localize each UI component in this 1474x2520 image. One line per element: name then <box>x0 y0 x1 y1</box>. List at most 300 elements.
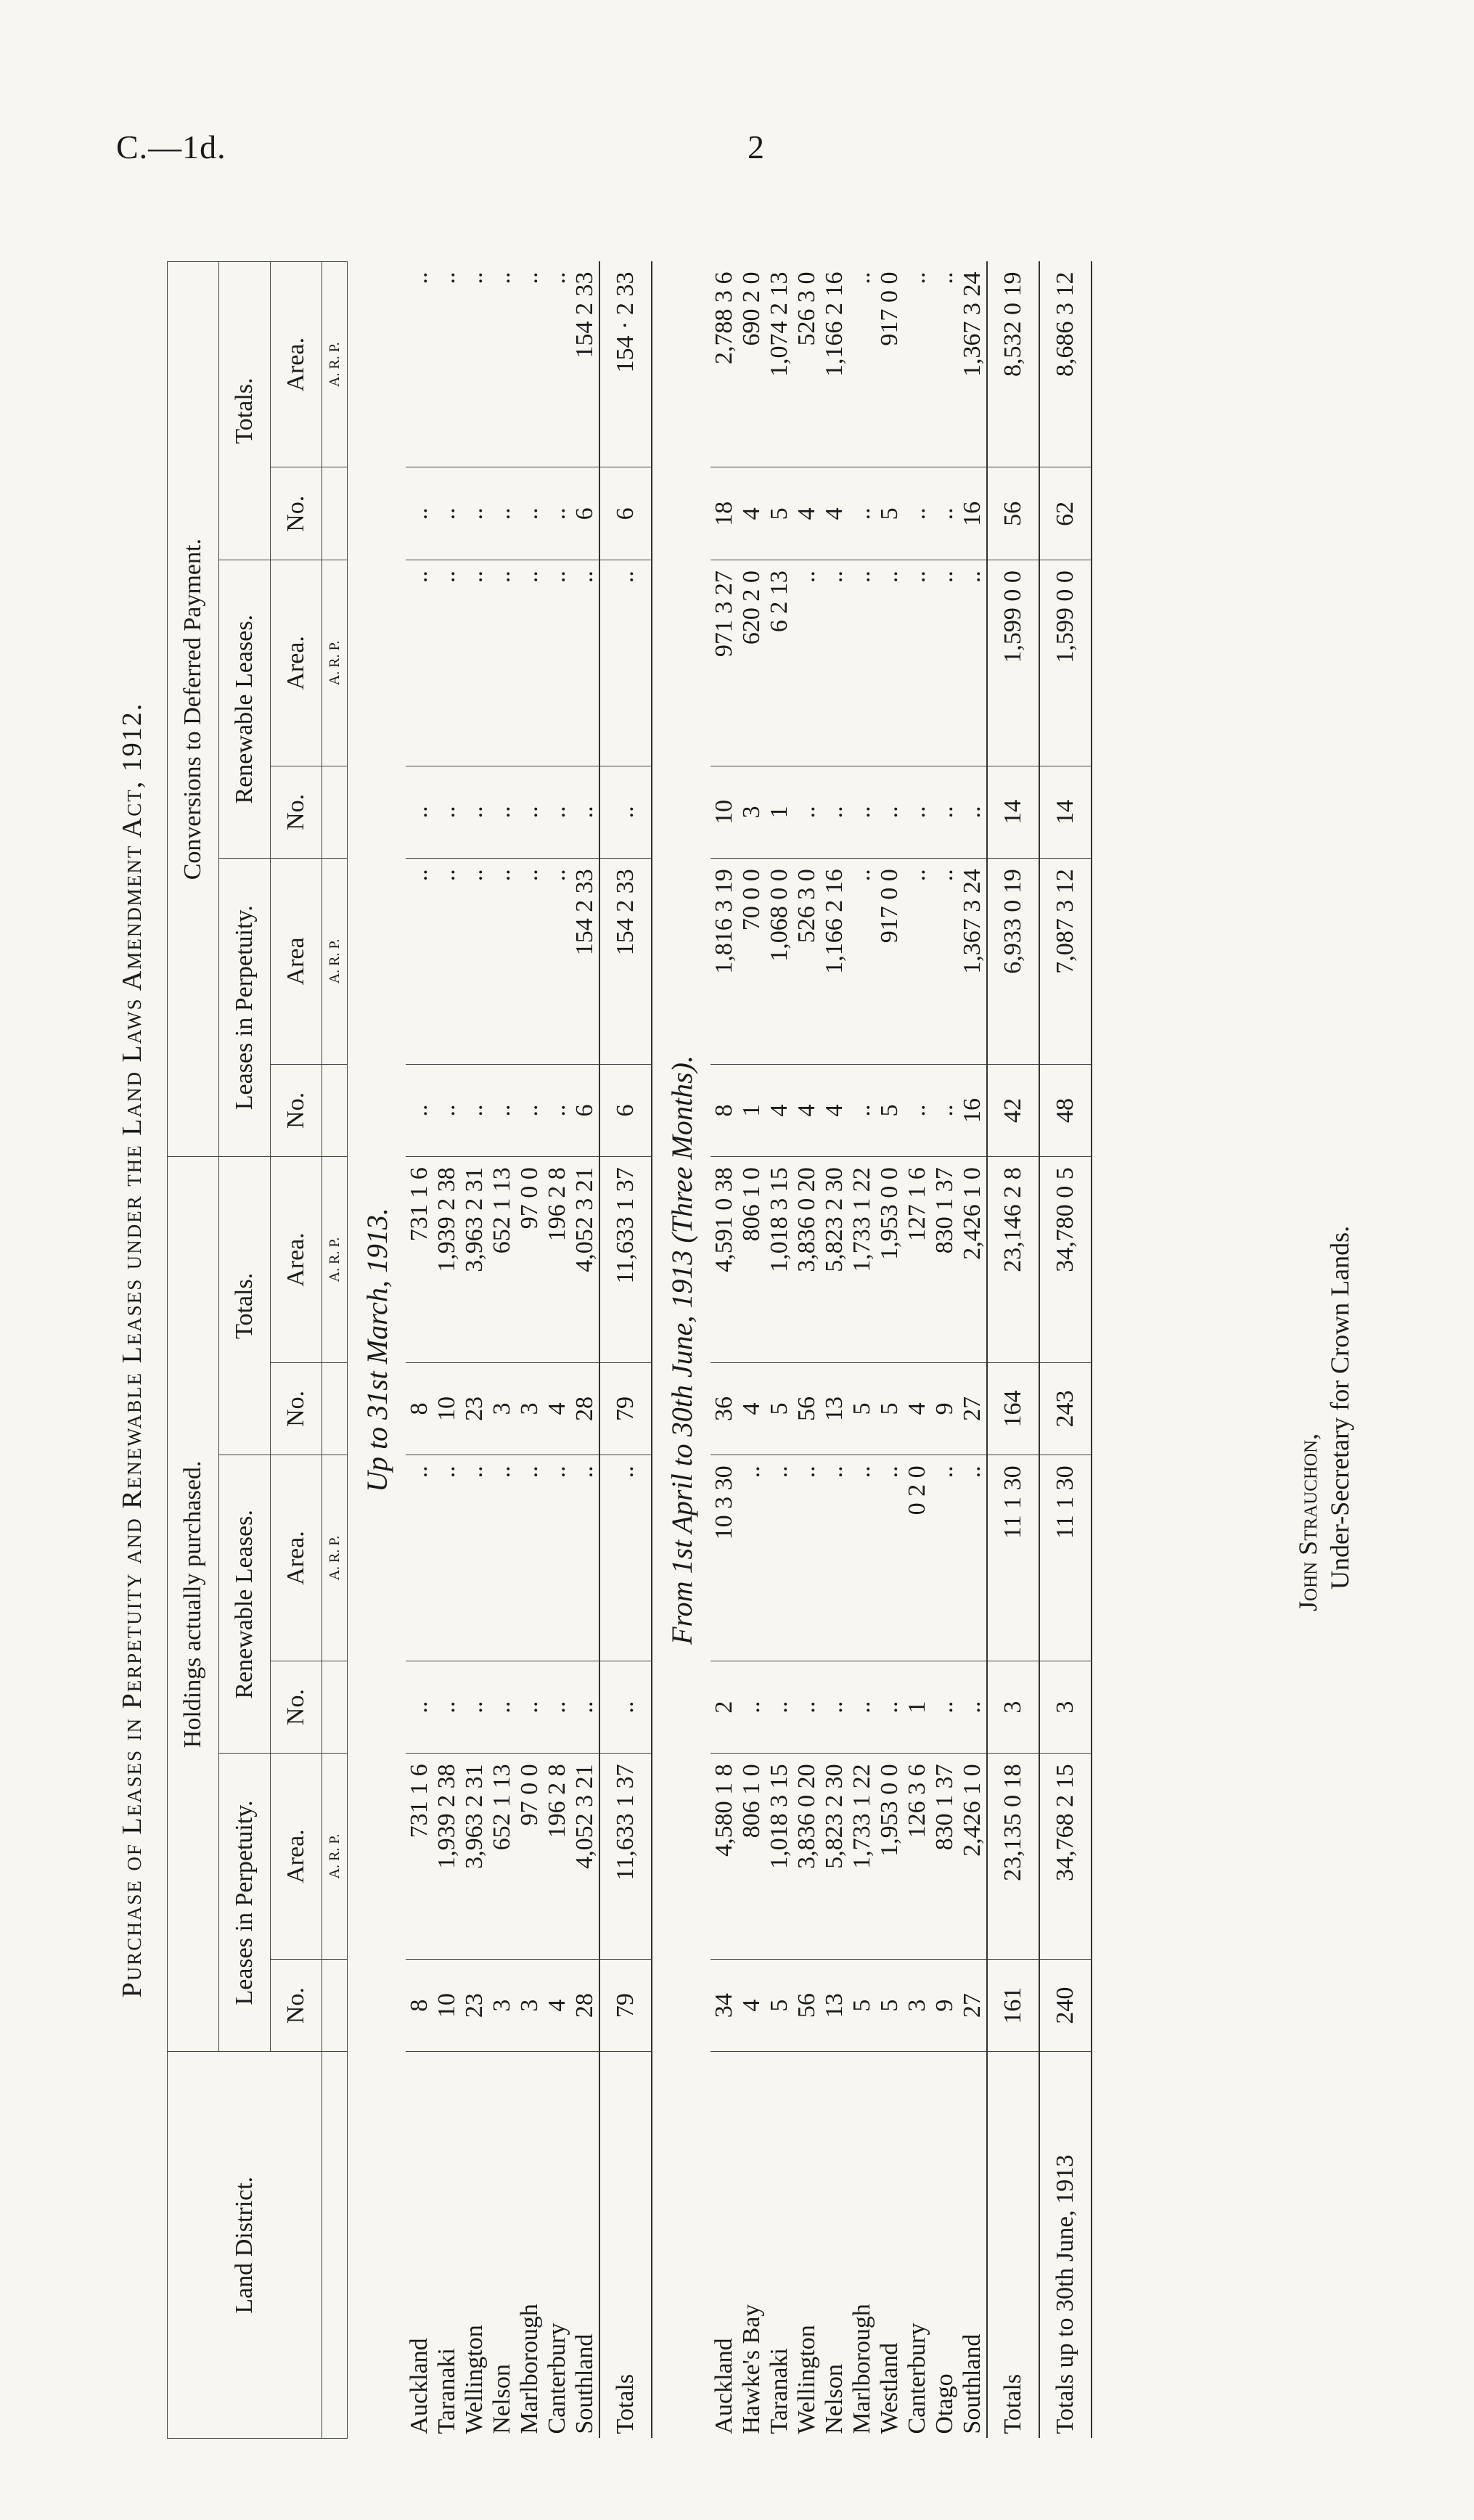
table-row <box>959 262 987 2439</box>
ct-no-cell: 5 <box>766 467 793 560</box>
col-area: Area. <box>271 1157 322 1362</box>
clp-area-cell: 154 2 33 <box>571 859 599 1064</box>
rl-no-cell: .. <box>848 1661 876 1754</box>
table-row <box>766 262 793 2439</box>
table-row <box>433 262 461 2439</box>
ct-area-cell: 526 3 0 <box>793 262 821 467</box>
col-land-district: Land District. <box>168 2052 322 2439</box>
rl-no-cell: .. <box>461 1661 488 1754</box>
rl-area-cell: .. <box>793 1455 821 1661</box>
clp-no-cell: 8 <box>711 1064 738 1157</box>
t-no-cell: 4 <box>544 1362 571 1455</box>
t-area-cell: 1,018 3 15 <box>766 1157 793 1362</box>
clp-no-cell: .. <box>516 1064 544 1157</box>
t-area-cell: 1,733 1 22 <box>848 1157 876 1362</box>
ct-area-cell: 2,788 3 6 <box>711 262 738 467</box>
signatory-role: Under-Secretary for Crown Lands. <box>1325 1225 1354 1590</box>
clp-no-cell: 5 <box>876 1064 904 1157</box>
ct-no-cell: .. <box>516 467 544 560</box>
lp-no-cell: 5 <box>848 1959 876 2052</box>
lp-no-cell: 13 <box>821 1959 848 2052</box>
col-area: Area. <box>271 1754 322 1959</box>
ct-no-cell: 62 <box>1039 467 1092 560</box>
clp-no-cell: .. <box>931 1064 959 1157</box>
rl-area-cell: .. <box>821 1455 848 1661</box>
t-area-cell: 127 1 6 <box>904 1157 931 1362</box>
crl-no-cell: .. <box>571 766 599 859</box>
crl-no-cell: .. <box>406 766 433 859</box>
clp-area-cell: 526 3 0 <box>793 859 821 1064</box>
table-row <box>904 262 931 2439</box>
crl-no-cell: 3 <box>738 766 766 859</box>
crl-area-cell: .. <box>599 560 652 766</box>
ct-no-cell: .. <box>433 467 461 560</box>
t-no-cell: 28 <box>571 1362 599 1455</box>
lp-area-cell: 1,953 0 0 <box>876 1754 904 1959</box>
col-conv-leases-perpetuity: Leases in Perpetuity. <box>219 859 271 1157</box>
crl-area-cell: .. <box>876 560 904 766</box>
t-no-cell: 9 <box>931 1362 959 1455</box>
ct-area-cell: .. <box>406 262 433 467</box>
crl-area-cell: 620 2 0 <box>738 560 766 766</box>
rl-no-cell: .. <box>406 1661 433 1754</box>
lp-area-cell: 3,963 2 31 <box>461 1754 488 1959</box>
t-area-cell: 4,052 3 21 <box>571 1157 599 1362</box>
lp-area-cell: 2,426 1 0 <box>959 1754 987 1959</box>
ct-area-cell: .. <box>931 262 959 467</box>
crl-no-cell: .. <box>904 766 931 859</box>
section-heading: From 1st April to 30th June, 1913 (Three Months). <box>665 1055 698 1645</box>
district-name: Marlborough <box>848 2304 875 2434</box>
t-no-cell: 10 <box>433 1362 461 1455</box>
t-area-cell: 3,836 0 20 <box>793 1157 821 1362</box>
crl-no-cell: .. <box>433 766 461 859</box>
t-area-cell: 830 1 37 <box>931 1157 959 1362</box>
clp-area-cell: 1,068 0 0 <box>766 859 793 1064</box>
col-area: Area. <box>271 262 322 467</box>
rl-area-cell: .. <box>876 1455 904 1661</box>
district-name: Canterbury <box>544 2323 570 2434</box>
rl-no-cell: 2 <box>711 1661 738 1754</box>
lp-no-cell: 23 <box>461 1959 488 2052</box>
ct-area-cell: .. <box>904 262 931 467</box>
crl-no-cell: .. <box>793 766 821 859</box>
area-units: A. R. P. <box>322 262 348 467</box>
clp-area-cell: .. <box>461 859 488 1064</box>
clp-area-cell: .. <box>433 859 461 1064</box>
crl-area-cell: .. <box>461 560 488 766</box>
lp-area-cell: 97 0 0 <box>516 1754 544 1959</box>
col-no: No. <box>271 1064 322 1157</box>
clp-area-cell: 1,166 2 16 <box>821 859 848 1064</box>
crl-area-cell: .. <box>959 560 987 766</box>
crl-no-cell: 14 <box>987 766 1039 859</box>
lp-area-cell: 34,768 2 15 <box>1039 1754 1092 1959</box>
table-row <box>516 262 544 2439</box>
lp-no-cell: 4 <box>544 1959 571 2052</box>
district-name: Southland <box>959 2333 986 2434</box>
ct-area-cell: .. <box>848 262 876 467</box>
clp-no-cell: 4 <box>821 1064 848 1157</box>
t-no-cell: 8 <box>406 1362 433 1455</box>
col-area: Area. <box>271 560 322 766</box>
lp-area-cell: 196 2 8 <box>544 1754 571 1959</box>
district-name: Canterbury <box>904 2323 930 2434</box>
lp-area-cell: 4,052 3 21 <box>571 1754 599 1959</box>
rl-area-cell: .. <box>766 1455 793 1661</box>
t-no-cell: 5 <box>876 1362 904 1455</box>
clp-no-cell: 16 <box>959 1064 987 1157</box>
crl-area-cell: 1,599 0 0 <box>987 560 1039 766</box>
lp-no-cell: 240 <box>1039 1959 1092 2052</box>
clp-area-cell: .. <box>848 859 876 1064</box>
t-no-cell: 13 <box>821 1362 848 1455</box>
area-units: A. R. P. <box>322 1455 348 1661</box>
ct-area-cell: 1,166 2 16 <box>821 262 848 467</box>
clp-no-cell: .. <box>406 1064 433 1157</box>
col-no: No. <box>271 1959 322 2052</box>
district-name: Wellington <box>793 2325 820 2434</box>
district-name: Totals up to 30th June, 1913 <box>1039 2052 1092 2439</box>
t-no-cell: 27 <box>959 1362 987 1455</box>
rl-no-cell: 3 <box>987 1661 1039 1754</box>
clp-no-cell: 4 <box>766 1064 793 1157</box>
lp-no-cell: 161 <box>987 1959 1039 2052</box>
rl-no-cell: 1 <box>904 1661 931 1754</box>
district-name: Taranaki <box>433 2348 460 2434</box>
ct-area-cell: 154 2 33 <box>571 262 599 467</box>
clp-area-cell: 917 0 0 <box>876 859 904 1064</box>
clp-area-cell: .. <box>931 859 959 1064</box>
lp-no-cell: 28 <box>571 1959 599 2052</box>
ct-area-cell: 690 2 0 <box>738 262 766 467</box>
ct-area-cell: 154 · 2 33 <box>599 262 652 467</box>
t-area-cell: 1,953 0 0 <box>876 1157 904 1362</box>
lp-no-cell: 3 <box>488 1959 516 2052</box>
t-no-cell: 243 <box>1039 1362 1092 1455</box>
t-area-cell: 806 1 0 <box>738 1157 766 1362</box>
rl-no-cell: .. <box>793 1661 821 1754</box>
ct-area-cell: .. <box>516 262 544 467</box>
rl-no-cell: .. <box>821 1661 848 1754</box>
clp-area-cell: .. <box>406 859 433 1064</box>
ct-area-cell: 8,532 0 19 <box>987 262 1039 467</box>
area-units: A. R. P. <box>322 1157 348 1362</box>
rl-no-cell: .. <box>571 1661 599 1754</box>
rl-area-cell: .. <box>931 1455 959 1661</box>
ct-area-cell: 917 0 0 <box>876 262 904 467</box>
t-area-cell: 4,591 0 38 <box>711 1157 738 1362</box>
crl-no-cell: .. <box>931 766 959 859</box>
lp-no-cell: 8 <box>406 1959 433 2052</box>
district-name: Otago <box>931 2373 958 2434</box>
clp-area-cell: 1,816 3 19 <box>711 859 738 1064</box>
col-no: No. <box>271 766 322 859</box>
district-name: Taranaki <box>766 2348 793 2434</box>
rl-area-cell: .. <box>516 1455 544 1661</box>
lp-area-cell: 4,580 1 8 <box>711 1754 738 1959</box>
clp-no-cell: 42 <box>987 1064 1039 1157</box>
rl-area-cell: .. <box>959 1455 987 1661</box>
lp-no-cell: 10 <box>433 1959 461 2052</box>
col-no: No. <box>271 467 322 560</box>
table-row <box>406 262 433 2439</box>
clp-no-cell: 48 <box>1039 1064 1092 1157</box>
district-name: Marlborough <box>516 2304 543 2434</box>
lp-area-cell: 806 1 0 <box>738 1754 766 1959</box>
district-name: Nelson <box>821 2364 848 2434</box>
clp-no-cell: .. <box>461 1064 488 1157</box>
lp-area-cell: 1,733 1 22 <box>848 1754 876 1959</box>
clp-no-cell: 1 <box>738 1064 766 1157</box>
ct-no-cell: .. <box>931 467 959 560</box>
col-no: No. <box>271 1661 322 1754</box>
crl-area-cell: .. <box>544 560 571 766</box>
clp-no-cell: .. <box>848 1064 876 1157</box>
rl-no-cell: .. <box>544 1661 571 1754</box>
crl-no-cell: .. <box>461 766 488 859</box>
ct-area-cell: 8,686 3 12 <box>1039 262 1092 467</box>
ct-no-cell: .. <box>544 467 571 560</box>
clp-no-cell: 4 <box>793 1064 821 1157</box>
crl-area-cell: .. <box>793 560 821 766</box>
ct-no-cell: 4 <box>738 467 766 560</box>
rl-area-cell: .. <box>433 1455 461 1661</box>
lp-area-cell: 3,836 0 20 <box>793 1754 821 1959</box>
clp-area-cell: 7,087 3 12 <box>1039 859 1092 1064</box>
clp-no-cell: 6 <box>571 1064 599 1157</box>
crl-area-cell: .. <box>488 560 516 766</box>
section-heading: Up to 31st March, 1913. <box>360 1208 393 1492</box>
clp-no-cell: 6 <box>599 1064 652 1157</box>
district-name: Wellington <box>461 2325 488 2434</box>
rl-area-cell: .. <box>461 1455 488 1661</box>
ct-no-cell: .. <box>406 467 433 560</box>
area-units: A. R. P. <box>322 1754 348 1959</box>
clp-no-cell: .. <box>544 1064 571 1157</box>
crl-no-cell: .. <box>516 766 544 859</box>
district-name: Nelson <box>488 2364 515 2434</box>
document-reference: C.—1d. <box>116 128 226 165</box>
clp-no-cell: .. <box>433 1064 461 1157</box>
rotated-page <box>116 203 1393 2497</box>
clp-area-cell: 6,933 0 19 <box>987 859 1039 1064</box>
t-area-cell: 2,426 1 0 <box>959 1157 987 1362</box>
ct-no-cell: .. <box>848 467 876 560</box>
crl-area-cell: .. <box>931 560 959 766</box>
rl-area-cell: .. <box>544 1455 571 1661</box>
rl-area-cell: .. <box>599 1455 652 1661</box>
clp-area-cell: .. <box>488 859 516 1064</box>
ct-no-cell: 56 <box>987 467 1039 560</box>
ct-area-cell: 1,074 2 13 <box>766 262 793 467</box>
table-row <box>931 262 959 2439</box>
t-no-cell: 164 <box>987 1362 1039 1455</box>
rl-no-cell: .. <box>516 1661 544 1754</box>
t-no-cell: 3 <box>516 1362 544 1455</box>
crl-area-cell: .. <box>406 560 433 766</box>
rl-no-cell: .. <box>599 1661 652 1754</box>
district-name: Westland <box>876 2342 903 2434</box>
lp-area-cell: 652 1 13 <box>488 1754 516 1959</box>
ct-no-cell: 6 <box>571 467 599 560</box>
lp-no-cell: 79 <box>599 1959 652 2052</box>
ct-area-cell: .. <box>461 262 488 467</box>
table-row <box>738 262 766 2439</box>
lp-no-cell: 4 <box>738 1959 766 2052</box>
leases-table <box>167 261 1092 2439</box>
ct-no-cell: 16 <box>959 467 987 560</box>
rl-no-cell: .. <box>738 1661 766 1754</box>
rl-area-cell: .. <box>848 1455 876 1661</box>
t-no-cell: 36 <box>711 1362 738 1455</box>
table-row <box>711 262 738 2439</box>
t-area-cell: 11,633 1 37 <box>599 1157 652 1362</box>
t-area-cell: 23,146 2 8 <box>987 1157 1039 1362</box>
crl-area-cell: .. <box>571 560 599 766</box>
lp-no-cell: 27 <box>959 1959 987 2052</box>
t-no-cell: 79 <box>599 1362 652 1455</box>
col-totals: Totals. <box>219 1157 271 1455</box>
crl-area-cell: 971 3 27 <box>711 560 738 766</box>
lp-no-cell: 56 <box>793 1959 821 2052</box>
ct-no-cell: .. <box>904 467 931 560</box>
crl-area-cell: .. <box>821 560 848 766</box>
ct-no-cell: 4 <box>821 467 848 560</box>
district-name: Totals <box>599 2052 652 2439</box>
t-no-cell: 4 <box>738 1362 766 1455</box>
table-row <box>876 262 904 2439</box>
area-units: A. R. P. <box>322 859 348 1064</box>
crl-no-cell: 10 <box>711 766 738 859</box>
ct-area-cell: .. <box>544 262 571 467</box>
crl-area-cell: .. <box>848 560 876 766</box>
crl-no-cell: .. <box>488 766 516 859</box>
crl-no-cell: .. <box>848 766 876 859</box>
rl-area-cell: 10 3 30 <box>711 1455 738 1661</box>
ct-area-cell: .. <box>488 262 516 467</box>
rl-no-cell: .. <box>766 1661 793 1754</box>
t-area-cell: 3,963 2 31 <box>461 1157 488 1362</box>
rl-area-cell: 11 1 30 <box>1039 1455 1092 1661</box>
clp-area-cell: 154 2 33 <box>599 859 652 1064</box>
clp-area-cell: 70 0 0 <box>738 859 766 1064</box>
rl-no-cell: .. <box>876 1661 904 1754</box>
district-name: Hawke's Bay <box>738 2304 765 2434</box>
ct-no-cell: .. <box>488 467 516 560</box>
lp-no-cell: 3 <box>904 1959 931 2052</box>
lp-no-cell: 34 <box>711 1959 738 2052</box>
signatory-name: John Strauchon, <box>1293 1433 1322 1611</box>
ct-no-cell: 6 <box>599 467 652 560</box>
rl-no-cell: .. <box>433 1661 461 1754</box>
table-row <box>793 262 821 2439</box>
col-leases-perpetuity: Leases in Perpetuity. <box>219 1754 271 2052</box>
t-no-cell: 5 <box>766 1362 793 1455</box>
rl-area-cell: .. <box>406 1455 433 1661</box>
table-row <box>821 262 848 2439</box>
col-conv-totals: Totals. <box>219 262 271 560</box>
lp-area-cell: 830 1 37 <box>931 1754 959 1959</box>
rl-no-cell: .. <box>931 1661 959 1754</box>
crl-area-cell: 1,599 0 0 <box>1039 560 1092 766</box>
t-area-cell: 652 1 13 <box>488 1157 516 1362</box>
t-area-cell: 1,939 2 38 <box>433 1157 461 1362</box>
col-renewable-leases: Renewable Leases. <box>219 1455 271 1754</box>
crl-area-cell: .. <box>433 560 461 766</box>
clp-area-cell: 1,367 3 24 <box>959 859 987 1064</box>
rl-area-cell: .. <box>488 1455 516 1661</box>
crl-no-cell: .. <box>959 766 987 859</box>
col-area: Area <box>271 859 322 1064</box>
col-conv-renewable-leases: Renewable Leases. <box>219 560 271 859</box>
lp-area-cell: 1,939 2 38 <box>433 1754 461 1959</box>
ct-no-cell: .. <box>461 467 488 560</box>
ct-no-cell: 5 <box>876 467 904 560</box>
group-conversions-deferred: Conversions to Deferred Payment. <box>168 262 219 1157</box>
t-area-cell: 196 2 8 <box>544 1157 571 1362</box>
col-no: No. <box>271 1362 322 1455</box>
table-body <box>348 262 1092 2439</box>
t-no-cell: 3 <box>488 1362 516 1455</box>
page-number: 2 <box>748 128 764 165</box>
area-units: A. R. P. <box>322 560 348 766</box>
totals-row <box>987 262 1039 2439</box>
crl-no-cell: 1 <box>766 766 793 859</box>
district-name: Auckland <box>406 2338 433 2434</box>
lp-area-cell: 1,018 3 15 <box>766 1754 793 1959</box>
crl-no-cell: .. <box>876 766 904 859</box>
crl-area-cell: .. <box>904 560 931 766</box>
lp-no-cell: 3 <box>516 1959 544 2052</box>
table-row <box>571 262 599 2439</box>
ct-area-cell: 1,367 3 24 <box>959 262 987 467</box>
clp-area-cell: .. <box>544 859 571 1064</box>
rl-area-cell: .. <box>738 1455 766 1661</box>
group-holdings-purchased: Holdings actually purchased. <box>168 1157 219 2052</box>
ct-no-cell: 4 <box>793 467 821 560</box>
clp-no-cell: .. <box>488 1064 516 1157</box>
district-name: Southland <box>571 2333 598 2434</box>
crl-no-cell: .. <box>544 766 571 859</box>
crl-area-cell: 6 2 13 <box>766 560 793 766</box>
rl-no-cell: .. <box>959 1661 987 1754</box>
crl-no-cell: 14 <box>1039 766 1092 859</box>
t-area-cell: 5,823 2 30 <box>821 1157 848 1362</box>
table-row <box>544 262 571 2439</box>
rl-area-cell: 0 2 0 <box>904 1455 931 1661</box>
table-title: Purchase of Leases in Perpetuity and Renewable Leases under the Land Laws Amendment Act, 1912. <box>117 702 147 1998</box>
lp-area-cell: 23,135 0 18 <box>987 1754 1039 1959</box>
rl-no-cell: .. <box>488 1661 516 1754</box>
t-no-cell: 4 <box>904 1362 931 1455</box>
t-no-cell: 5 <box>848 1362 876 1455</box>
grand-totals-row <box>1039 262 1092 2439</box>
col-area: Area. <box>271 1455 322 1661</box>
rl-no-cell: 3 <box>1039 1661 1092 1754</box>
t-no-cell: 56 <box>793 1362 821 1455</box>
crl-no-cell: .. <box>821 766 848 859</box>
table-row <box>461 262 488 2439</box>
lp-no-cell: 5 <box>766 1959 793 2052</box>
lp-no-cell: 9 <box>931 1959 959 2052</box>
table-row <box>488 262 516 2439</box>
district-name: Auckland <box>711 2338 737 2434</box>
rl-area-cell: .. <box>571 1455 599 1661</box>
ct-no-cell: 18 <box>711 467 738 560</box>
t-area-cell: 34,780 0 5 <box>1039 1157 1092 1362</box>
clp-area-cell: .. <box>516 859 544 1064</box>
